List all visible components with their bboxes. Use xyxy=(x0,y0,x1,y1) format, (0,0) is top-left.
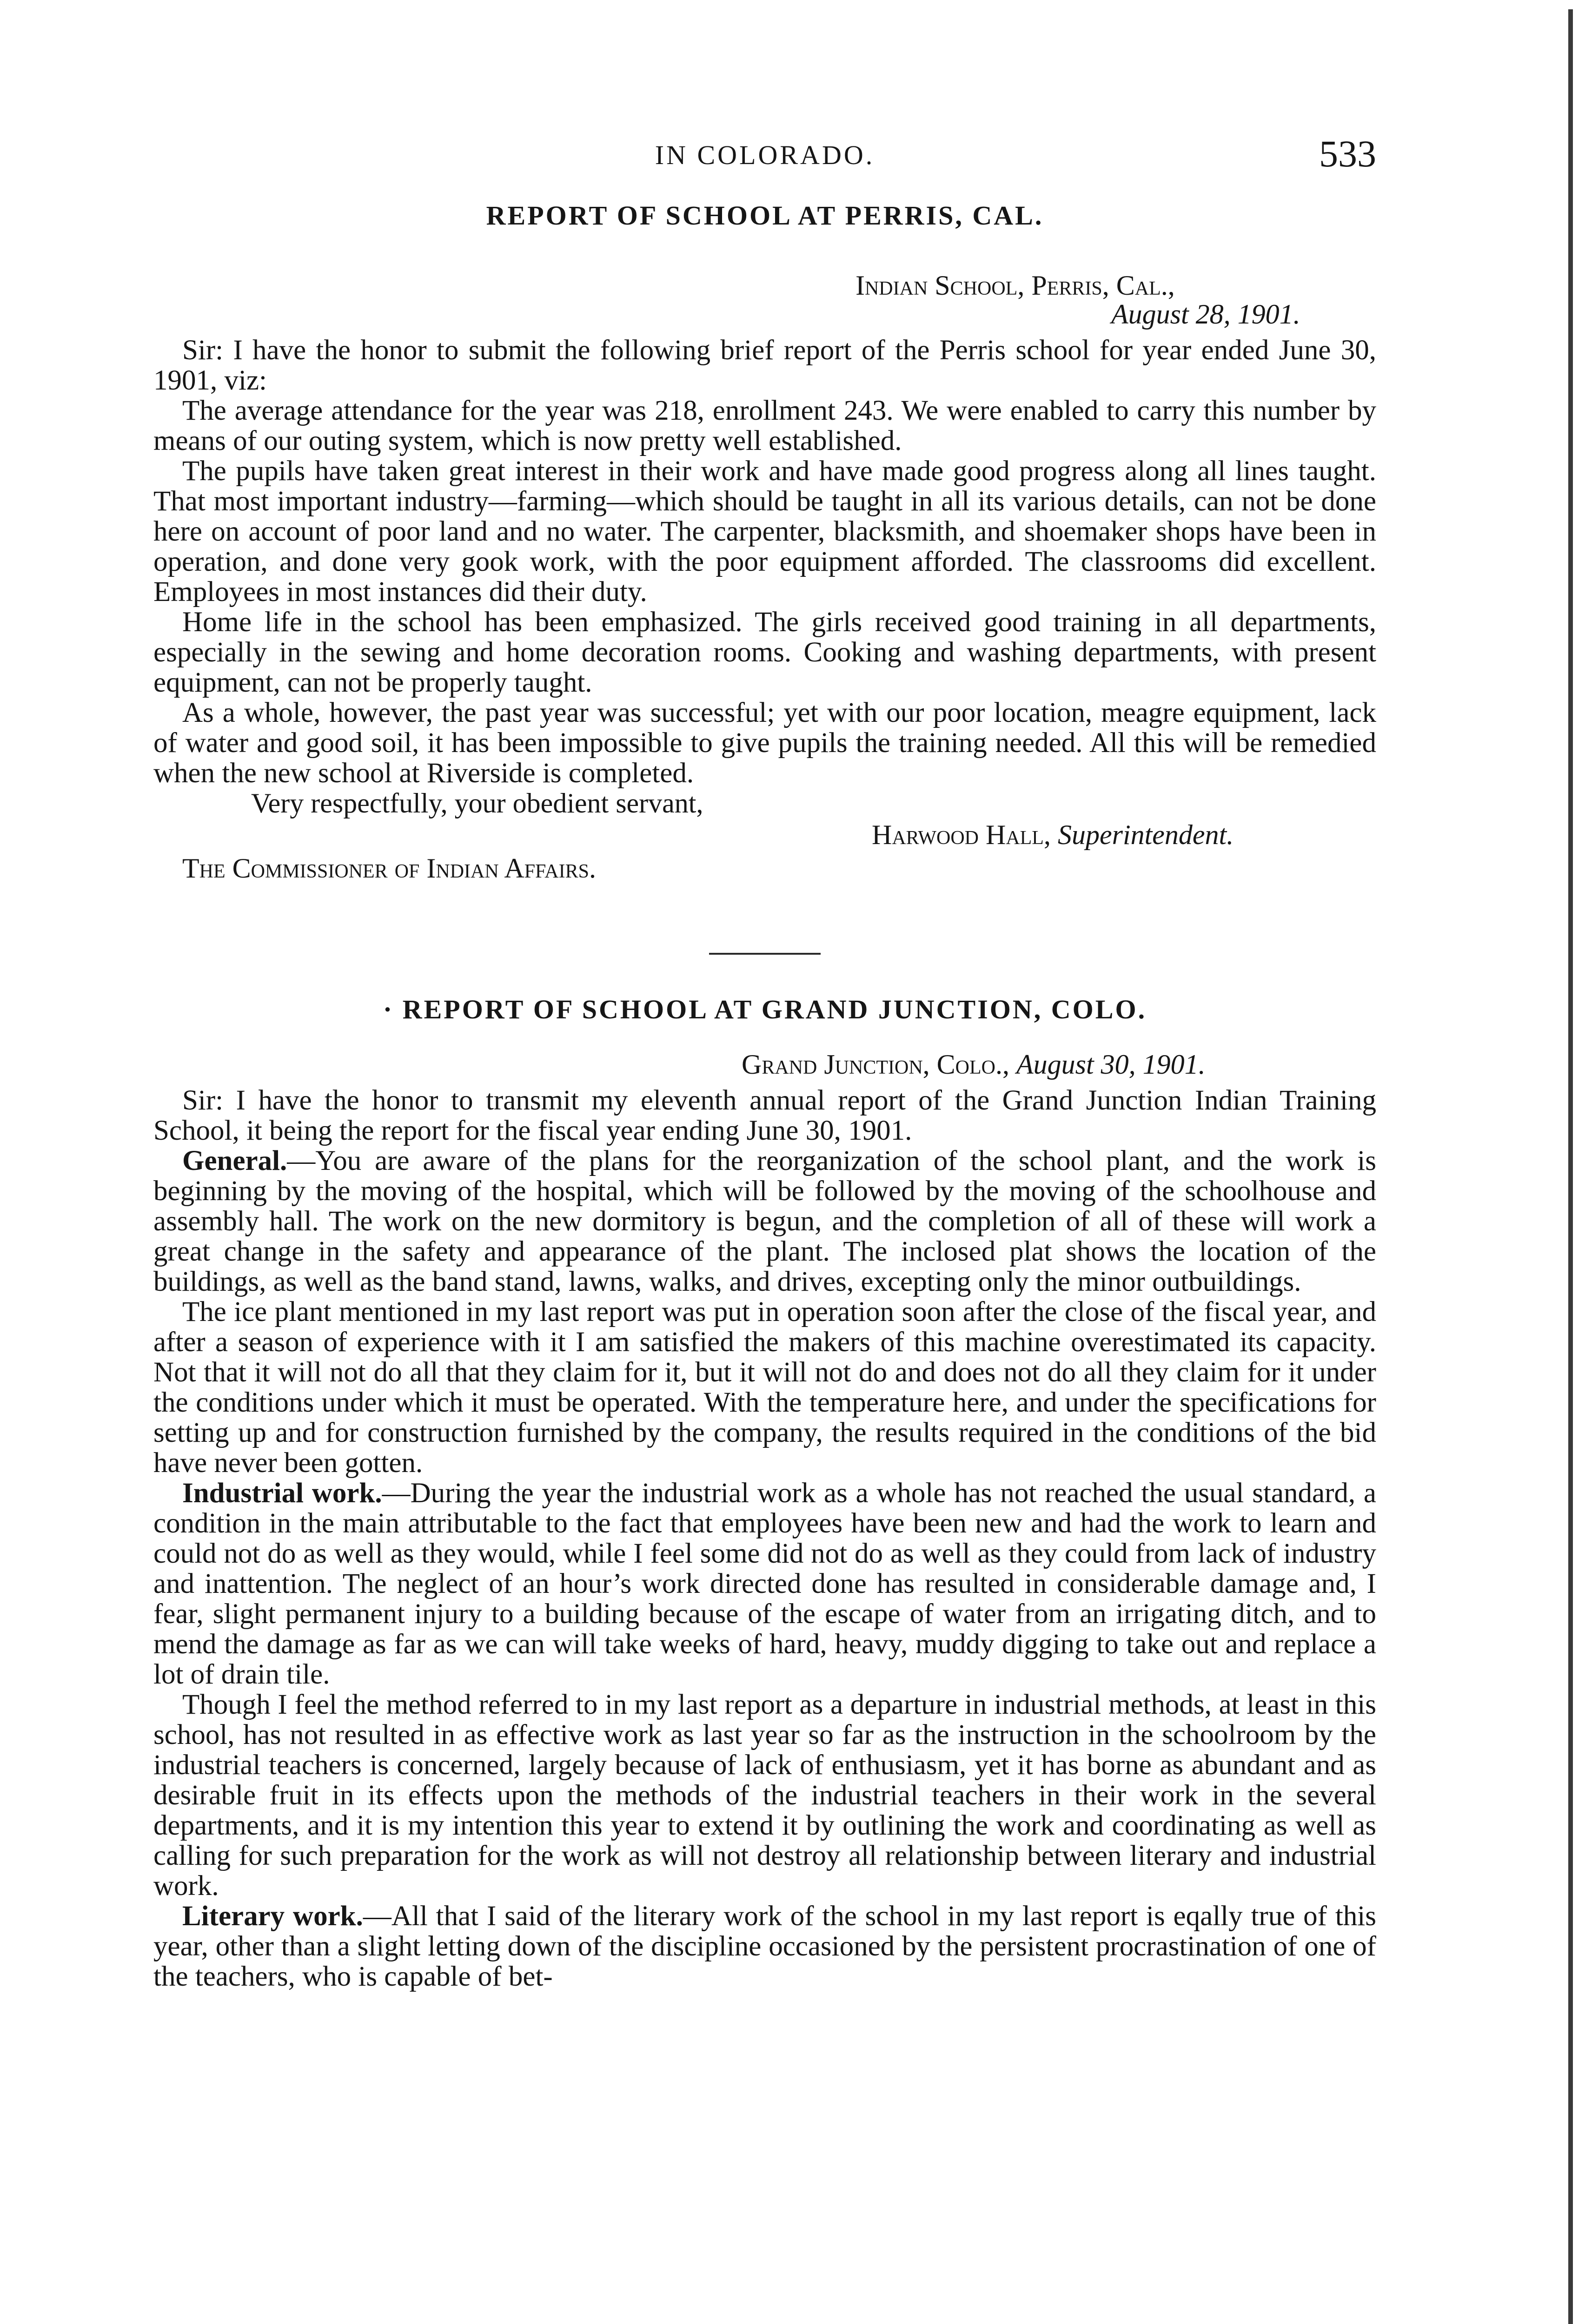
grand-junction-report-title: · REPORT OF SCHOOL AT GRAND JUNCTION, COLO. xyxy=(383,994,1147,1024)
paragraph: Sir: I have the honor to transmit my eleventh annual report of the Grand Junction Indian Training School, it being the report for the fiscal year ending June 30, 1901. xyxy=(153,1085,1376,1146)
paragraph-text: —All that I said of the literary work of the school in my last report is eqally true of this year, other than a slight letting down of the discipline occasioned by the persistent procrastination of one of the teachers, who is capable of bet- xyxy=(153,1901,1376,1992)
section-divider xyxy=(709,953,821,955)
paragraph: Home life in the school has been emphasized. The girls received good training in all departments, especially in the sewing and home decoration rooms. Cooking and washing departments, with present equipment, can not be properly taught. xyxy=(153,607,1376,698)
grand-junction-dateline xyxy=(153,1050,1376,1079)
running-head: IN COLORADO. xyxy=(655,140,875,170)
section-heading: Industrial work. xyxy=(182,1478,382,1509)
page-edge xyxy=(1568,9,1573,2324)
section-heading: Literary work. xyxy=(182,1901,363,1932)
grand-junction-dateline-place: Grand Junction, Colo., xyxy=(742,1049,1010,1080)
signature-title: Superintendent. xyxy=(1057,819,1234,850)
section-heading: General. xyxy=(182,1145,287,1176)
paragraph-general xyxy=(153,1146,1376,1297)
closing-salutation: Very respectfully, your obedient servant, xyxy=(251,788,703,819)
perris-dateline xyxy=(153,271,1376,329)
paragraph: The pupils have taken great interest in their work and have made good progress along all lines taught. That most important industry—farming—which should be taught in all its various details, can not be done here on account of poor land and no water. The carpenter, blacksmith, and shoemaker shops have been in operation, and done very gook work, with the poor equipment afforded. The classrooms did excellent. Employees in most instances did their duty. xyxy=(153,456,1376,607)
page-number: 533 xyxy=(1319,132,1376,175)
paragraph: Sir: I have the honor to submit the following brief report of the Perris school for year ended June 30, 1901, viz: xyxy=(153,335,1376,396)
paragraph-text: —During the year the industrial work as a whole has not reached the usual standard, a condition in the main attributable to the fact that employees have been new and had the work to learn and could not do as well as they would, while I feel some did not do as well as they could from lack of industry and inattention. The neglect of an hour’s work directed done has resulted in considerable damage and, I fear, slight permanent injury to a building because of the escape of water from an irrigating ditch, and to mend the damage as far as we can will take weeks of hard, heavy, muddy digging to take out and replace a lot of drain tile. xyxy=(153,1478,1376,1690)
addressee: The Commissioner of Indian Affairs. xyxy=(182,853,596,884)
page xyxy=(153,132,1376,1992)
perris-report-title: REPORT OF SCHOOL AT PERRIS, CAL. xyxy=(486,200,1044,231)
perris-dateline-date: August 28, 1901. xyxy=(1111,299,1300,330)
paragraph: The average attendance for the year was 218, enrollment 243. We were enabled to carry this number by means of our outing system, which is now pretty well established. xyxy=(153,395,1376,456)
signature xyxy=(153,820,1376,850)
signature-name: Harwood Hall, xyxy=(872,819,1051,850)
perris-report-body xyxy=(153,335,1376,788)
paragraph: As a whole, however, the past year was successful; yet with our poor location, meagre equipment, lack of water and good soil, it has been impossible to give pupils the training needed. All this will be remedied when the new school at Riverside is completed. xyxy=(153,697,1376,789)
paragraph: Though I feel the method referred to in my last report as a departure in industrial methods, at least in this school, has not resulted in as effective work as last year so far as the instruction in the schoolroom by the industrial teachers is concerned, largely because of lack of enthusiasm, yet it has borne as abundant and as desirable fruit in its effects upon the methods of the industrial teachers in their work in the several departments, and it is my intention this year to extend it by outlining the work and coordinating as well as calling for such preparation for the work as will not destroy all relationship between literary and industrial work. xyxy=(153,1689,1376,1901)
paragraph: The ice plant mentioned in my last report was put in operation soon after the close of the fiscal year, and after a season of experience with it I am satisfied the makers of this machine overestimated its capacity. Not that it will not do all that they claim for it, but it will not do and does not do all they claim for it under the conditions under which it must be operated. With the temperature here, and under the specifications for setting up and for construction furnished by the company, the results required in the conditions of the bid have never been gotten. xyxy=(153,1296,1376,1479)
paragraph-literary xyxy=(153,1901,1376,1992)
perris-closing xyxy=(153,788,1376,883)
page-header xyxy=(153,132,1376,195)
grand-junction-dateline-date: August 30, 1901. xyxy=(1016,1049,1206,1080)
paragraph-text: —You are aware of the plans for the reorganization of the school plant, and the work is beginning by the moving of the hospital, which will be followed by the moving of the schoolhouse and assembly hall. The work on the new dormitory is begun, and the completion of all of these will work a great change in the safety and appearance of the plant. The inclosed plat shows the location of the buildings, as well as the band stand, lawns, walks, and drives, excepting only the minor outbuildings. xyxy=(153,1145,1376,1297)
grand-junction-report-body xyxy=(153,1085,1376,1992)
paragraph-industrial xyxy=(153,1478,1376,1690)
perris-dateline-place: Indian School, Perris, Cal., xyxy=(856,270,1175,301)
